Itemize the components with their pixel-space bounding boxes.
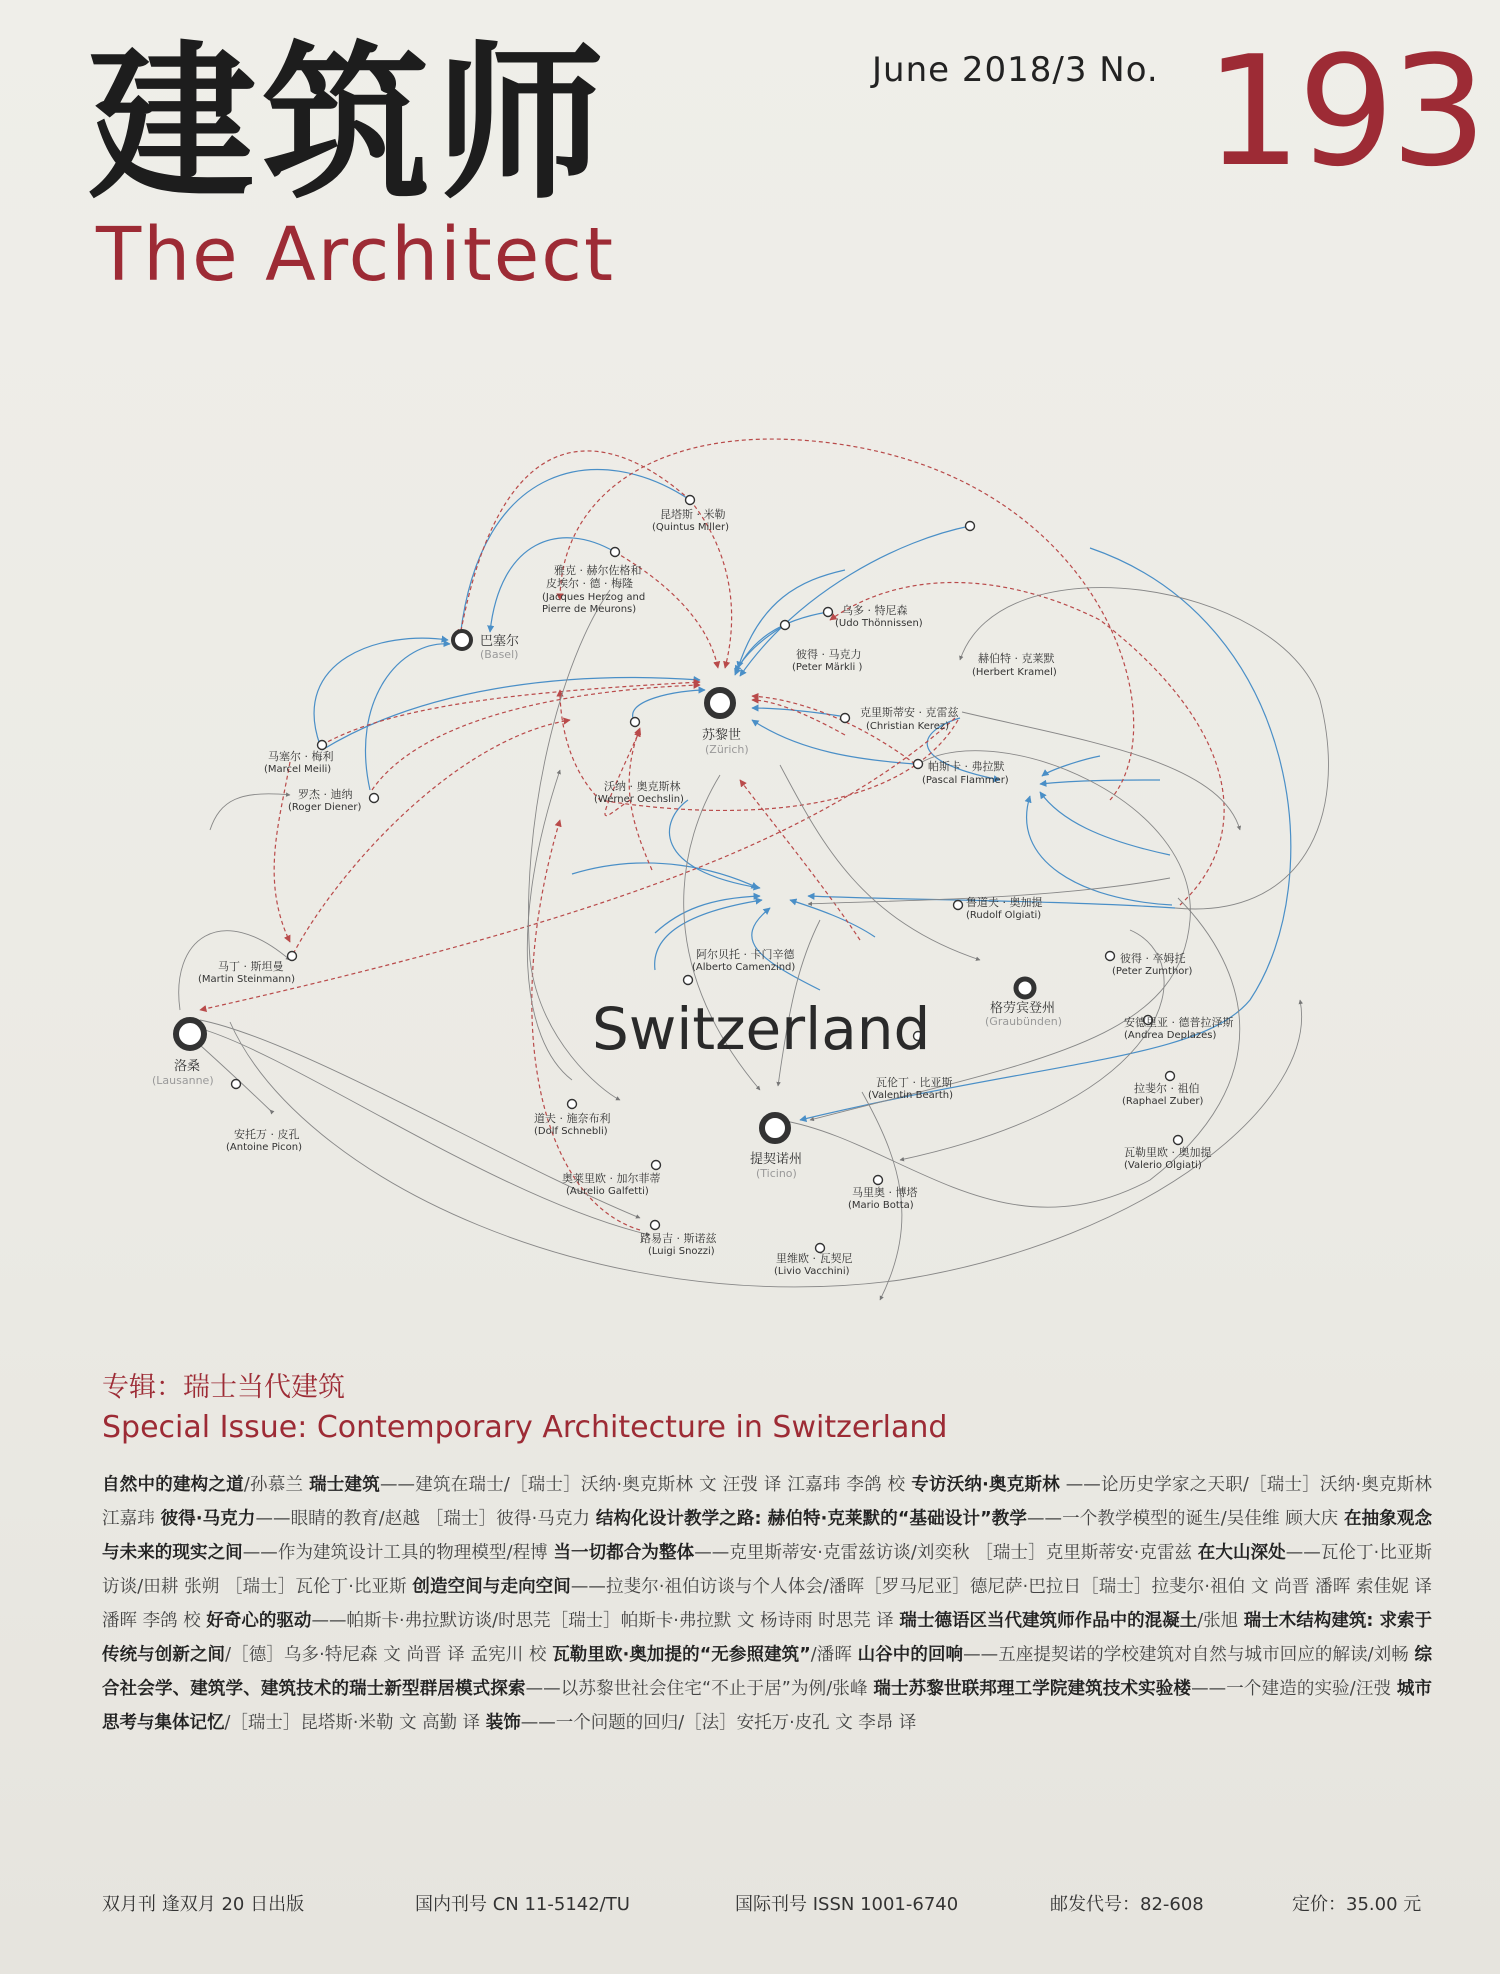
toc-entry-title: 自然中的建构之道 — [102, 1475, 244, 1495]
svg-text:(Pascal Flammer): (Pascal Flammer) — [922, 775, 1009, 786]
country-label: Switzerland — [592, 995, 931, 1063]
masthead-title-en: The Architect — [96, 212, 615, 298]
svg-text:(Werner Oechslin): (Werner Oechslin) — [594, 794, 684, 805]
label-oechslin — [594, 779, 684, 805]
hub-basel — [453, 631, 519, 661]
toc-entry-title: 在大山深处 — [1197, 1543, 1286, 1563]
label-camenzind — [692, 947, 795, 973]
toc-entry-credit: ——以苏黎世社会住宅“不止于居”为例/张峰 — [525, 1679, 874, 1699]
label-galfetti — [562, 1171, 661, 1197]
hub-ticino — [750, 1115, 802, 1180]
label-diener — [288, 787, 362, 813]
toc-entry-credit: ——一个问题的回归/［法］安托万·皮孔 文 李昂 译 — [520, 1713, 917, 1733]
svg-text:瓦伦丁 · 比亚斯: 瓦伦丁 · 比亚斯 — [876, 1076, 953, 1089]
svg-text:(Jacques Herzog and: (Jacques Herzog and — [542, 592, 646, 603]
toc-entry-title: 山谷中的回响 — [857, 1645, 964, 1665]
toc-entry-title: 瑞士木结构建筑: 求索于传统与创新之间 — [102, 1611, 1433, 1665]
label-steinmann — [198, 959, 295, 985]
svg-text:里维欧 · 瓦契尼: 里维欧 · 瓦契尼 — [776, 1252, 853, 1265]
toc-entry-title: 在抽象观念与未来的现实之间 — [102, 1509, 1432, 1563]
svg-text:(Rudolf Olgiati): (Rudolf Olgiati) — [966, 910, 1042, 921]
toc-entry-credit: /张旭 — [1197, 1611, 1244, 1631]
footer-postal-code: 邮发代号：82-608 — [1050, 1894, 1204, 1915]
label-deplazes — [1124, 1015, 1234, 1041]
svg-text:沃纳 · 奥克斯林: 沃纳 · 奥克斯林 — [604, 780, 681, 793]
svg-text:皮埃尔 · 德 · 梅隆: 皮埃尔 · 德 · 梅隆 — [546, 577, 633, 590]
svg-text:格劳宾登州: 格劳宾登州 — [990, 1001, 1056, 1016]
label-zuber — [1122, 1081, 1203, 1107]
issue-number: 193 — [1205, 23, 1484, 200]
table-of-contents — [102, 1468, 1432, 1740]
toc-entry-title: 综合社会学、建筑学、建筑技术的瑞士新型群居模式探索 — [102, 1645, 1433, 1699]
svg-text:(Luigi Snozzi): (Luigi Snozzi) — [648, 1246, 715, 1257]
toc-entry-credit: /孙慕兰 — [243, 1475, 310, 1495]
svg-text:(Peter Märkli ): (Peter Märkli ) — [792, 662, 863, 673]
svg-text:(Christian Kerez): (Christian Kerez) — [866, 721, 950, 732]
label-markli — [792, 647, 862, 673]
toc-entry-title: 瑞士德语区当代建筑师作品中的混凝土 — [899, 1611, 1198, 1631]
svg-text:(Herbert Kramel): (Herbert Kramel) — [972, 667, 1057, 678]
toc-entry-credit: ——拉斐尔·祖伯访谈与个人体会/潘晖［罗马尼亚］德尼萨·巴拉日［瑞士］拉斐尔·祖伯 文 尚晋 潘晖 索佳妮 译 潘晖 李鸽 校 — [102, 1577, 1432, 1631]
svg-text:Pierre de Meurons): Pierre de Meurons) — [542, 604, 637, 615]
footer-issn: 国际刊号 ISSN 1001-6740 — [735, 1894, 959, 1915]
svg-text:提契诺州: 提契诺州 — [750, 1152, 803, 1167]
svg-text:彼得 · 马克力: 彼得 · 马克力 — [796, 648, 862, 661]
special-issue — [102, 1372, 947, 1447]
toc-entry-credit: ——建筑在瑞士/［瑞士］沃纳·奥克斯林 文 汪弢 译 江嘉玮 李鸽 校 — [380, 1475, 912, 1495]
toc-entry-title: 装饰 — [485, 1713, 521, 1733]
label-snozzi — [640, 1231, 717, 1257]
label-thonnissen — [835, 603, 923, 629]
svg-text:(Graubünden): (Graubünden) — [985, 1015, 1062, 1028]
toc-entry-credit: /［瑞士］昆塔斯·米勒 文 高勤 译 — [224, 1713, 486, 1733]
toc-entry-credit: ——眼睛的教育/赵越 ［瑞士］彼得·马克力 — [255, 1509, 596, 1529]
svg-text:(Basel): (Basel) — [480, 648, 519, 661]
toc-entry-title: 当一切都合为整体 — [553, 1543, 695, 1563]
footer-frequency: 双月刊 逢双月 20 日出版 — [102, 1894, 305, 1915]
toc-entry-credit: ——克里斯蒂安·克雷兹访谈/刘奕秋 ［瑞士］克里斯蒂安·克雷兹 — [694, 1543, 1198, 1563]
toc-entry-credit: /［德］乌多·特尼森 文 尚晋 译 孟宪川 校 — [225, 1645, 553, 1665]
svg-text:路易吉 · 斯诺兹: 路易吉 · 斯诺兹 — [640, 1232, 717, 1245]
hub-lausanne — [152, 1020, 214, 1087]
svg-text:(Andrea Deplazes): (Andrea Deplazes) — [1124, 1030, 1217, 1041]
svg-text:克里斯蒂安 · 克雷兹: 克里斯蒂安 · 克雷兹 — [860, 706, 959, 719]
footer-cn-number: 国内刊号 CN 11-5142/TU — [415, 1894, 630, 1915]
svg-text:雅克 · 赫尔佐格和: 雅克 · 赫尔佐格和 — [554, 564, 642, 577]
label-rudolf-olgiati — [966, 895, 1043, 921]
svg-text:苏黎世: 苏黎世 — [702, 728, 742, 743]
label-miller — [652, 507, 729, 533]
svg-text:罗杰 · 迪纳: 罗杰 · 迪纳 — [298, 788, 353, 801]
svg-text:(Ticino): (Ticino) — [756, 1167, 797, 1180]
svg-text:昆塔斯 · 米勒: 昆塔斯 · 米勒 — [660, 508, 726, 521]
label-bearth — [868, 1075, 953, 1101]
svg-text:(Quintus Miller): (Quintus Miller) — [652, 522, 730, 533]
svg-text:巴塞尔: 巴塞尔 — [480, 634, 520, 649]
svg-text:(Udo Thönnissen): (Udo Thönnissen) — [835, 618, 923, 629]
svg-text:马塞尔 · 梅利: 马塞尔 · 梅利 — [268, 750, 334, 763]
toc-entry-credit: ——一个建造的实验/汪弢 — [1191, 1679, 1397, 1699]
svg-text:(Valerio Olgiati): (Valerio Olgiati) — [1124, 1160, 1202, 1171]
hub-graubunden — [985, 979, 1062, 1028]
toc-entry-title: 瓦勒里欧·奥加提的“无参照建筑” — [552, 1645, 811, 1665]
label-meili — [264, 749, 334, 775]
label-kramel — [972, 651, 1057, 678]
toc-entry-credit: /潘晖 — [810, 1645, 858, 1665]
svg-text:彼得 · 卒姆托: 彼得 · 卒姆托 — [1120, 952, 1186, 965]
svg-text:乌多 · 特尼森: 乌多 · 特尼森 — [842, 604, 908, 617]
label-zumthor — [1112, 951, 1193, 977]
svg-text:鲁道夫 · 奥加提: 鲁道夫 · 奥加提 — [966, 896, 1043, 909]
footer-price: 定价：35.00 元 — [1292, 1894, 1422, 1915]
svg-text:(Martin Steinmann): (Martin Steinmann) — [198, 974, 295, 985]
svg-text:拉斐尔 · 祖伯: 拉斐尔 · 祖伯 — [1134, 1082, 1200, 1095]
toc-entry-credit: ——论历史学家之天职/［瑞士］沃纳·奥克斯林 江嘉玮 — [102, 1475, 1432, 1529]
toc-entry-title: 创造空间与走向空间 — [412, 1577, 571, 1597]
toc-entry-title: 城市思考与集体记忆 — [102, 1679, 1433, 1733]
label-flammer — [922, 759, 1009, 786]
svg-text:帕斯卡 · 弗拉默: 帕斯卡 · 弗拉默 — [928, 760, 1005, 773]
svg-text:(Antoine Picon): (Antoine Picon) — [226, 1142, 303, 1153]
toc-entry-title: 瑞士建筑 — [309, 1475, 381, 1495]
svg-text:(Alberto Camenzind): (Alberto Camenzind) — [692, 962, 796, 973]
toc-entry-title: 瑞士苏黎世联邦理工学院建筑技术实验楼 — [873, 1679, 1192, 1699]
issue-date: June 2018/3 No. — [872, 50, 1159, 90]
toc-entry-credit: ——帕斯卡·弗拉默访谈/时思芫［瑞士］帕斯卡·弗拉默 文 杨诗雨 时思芫 译 — [311, 1611, 900, 1631]
hub-zurich — [702, 690, 749, 756]
svg-text:马丁 · 斯坦曼: 马丁 · 斯坦曼 — [218, 960, 284, 973]
svg-text:(Roger Diener): (Roger Diener) — [288, 802, 362, 813]
toc-entry-credit: ——五座提契诺的学校建筑对自然与城市回应的解读/刘畅 — [963, 1645, 1415, 1665]
toc-entry-credit: ——一个教学模型的诞生/吴佳维 顾大庆 — [1026, 1509, 1344, 1529]
svg-text:(Mario Botta): (Mario Botta) — [848, 1200, 914, 1211]
masthead-title-cn: 建筑师 — [88, 26, 610, 222]
svg-text:(Peter Zumthor): (Peter Zumthor) — [1112, 966, 1193, 977]
special-issue-title-en: Special Issue: Contemporary Architecture in Switzerland — [102, 1410, 948, 1446]
architect-network-map — [0, 400, 1500, 1360]
toc-entry-title: 好奇心的驱动 — [206, 1611, 312, 1631]
toc-entry-credit: ——瓦伦丁·比亚斯访谈/田耕 张朔 ［瑞士］瓦伦丁·比亚斯 — [102, 1543, 1433, 1597]
svg-text:(Raphael Zuber): (Raphael Zuber) — [1122, 1096, 1204, 1107]
special-issue-title-cn: 专辑：瑞士当代建筑 — [102, 1372, 345, 1403]
svg-text:(Marcel Meili): (Marcel Meili) — [264, 764, 332, 775]
svg-text:(Valentin Bearth): (Valentin Bearth) — [868, 1090, 953, 1101]
svg-text:道夫 · 施奈布利: 道夫 · 施奈布利 — [534, 1112, 611, 1125]
svg-text:安托万 · 皮孔: 安托万 · 皮孔 — [234, 1128, 300, 1141]
label-kerez — [860, 705, 959, 732]
svg-text:(Zürich): (Zürich) — [705, 743, 749, 756]
label-valerio-olgiati — [1124, 1145, 1212, 1171]
label-botta — [848, 1185, 918, 1211]
toc-entry-title: 彼得·马克力 — [160, 1509, 256, 1529]
svg-text:瓦勒里欧 · 奥加提: 瓦勒里欧 · 奥加提 — [1124, 1146, 1212, 1159]
svg-text:(Aurelio Galfetti): (Aurelio Galfetti) — [566, 1186, 649, 1197]
svg-text:阿尔贝托 · 卡门辛德: 阿尔贝托 · 卡门辛德 — [696, 948, 795, 961]
label-vacchini — [774, 1251, 853, 1277]
toc-entry-title: 专访沃纳·奥克斯林 — [911, 1475, 1060, 1495]
svg-text:马里奥 · 博塔: 马里奥 · 博塔 — [852, 1186, 918, 1199]
label-schnebli — [534, 1111, 611, 1137]
svg-text:(Livio Vacchini): (Livio Vacchini) — [774, 1266, 850, 1277]
toc-entry-credit: ——作为建筑设计工具的物理模型/程博 — [242, 1543, 554, 1563]
svg-text:(Lausanne): (Lausanne) — [152, 1074, 214, 1087]
label-herzog — [542, 563, 645, 615]
toc-entry-title: 结构化设计教学之路: 赫伯特·克莱默的“基础设计”教学 — [595, 1509, 1027, 1529]
svg-text:赫伯特 · 克莱默: 赫伯特 · 克莱默 — [978, 652, 1055, 665]
svg-text:安德里亚 · 德普拉泽斯: 安德里亚 · 德普拉泽斯 — [1124, 1016, 1234, 1029]
label-picon — [226, 1127, 302, 1153]
svg-text:(Dolf Schnebli): (Dolf Schnebli) — [534, 1126, 608, 1137]
svg-text:洛桑: 洛桑 — [174, 1059, 201, 1074]
svg-text:奥莱里欧 · 加尔菲蒂: 奥莱里欧 · 加尔菲蒂 — [562, 1172, 661, 1185]
